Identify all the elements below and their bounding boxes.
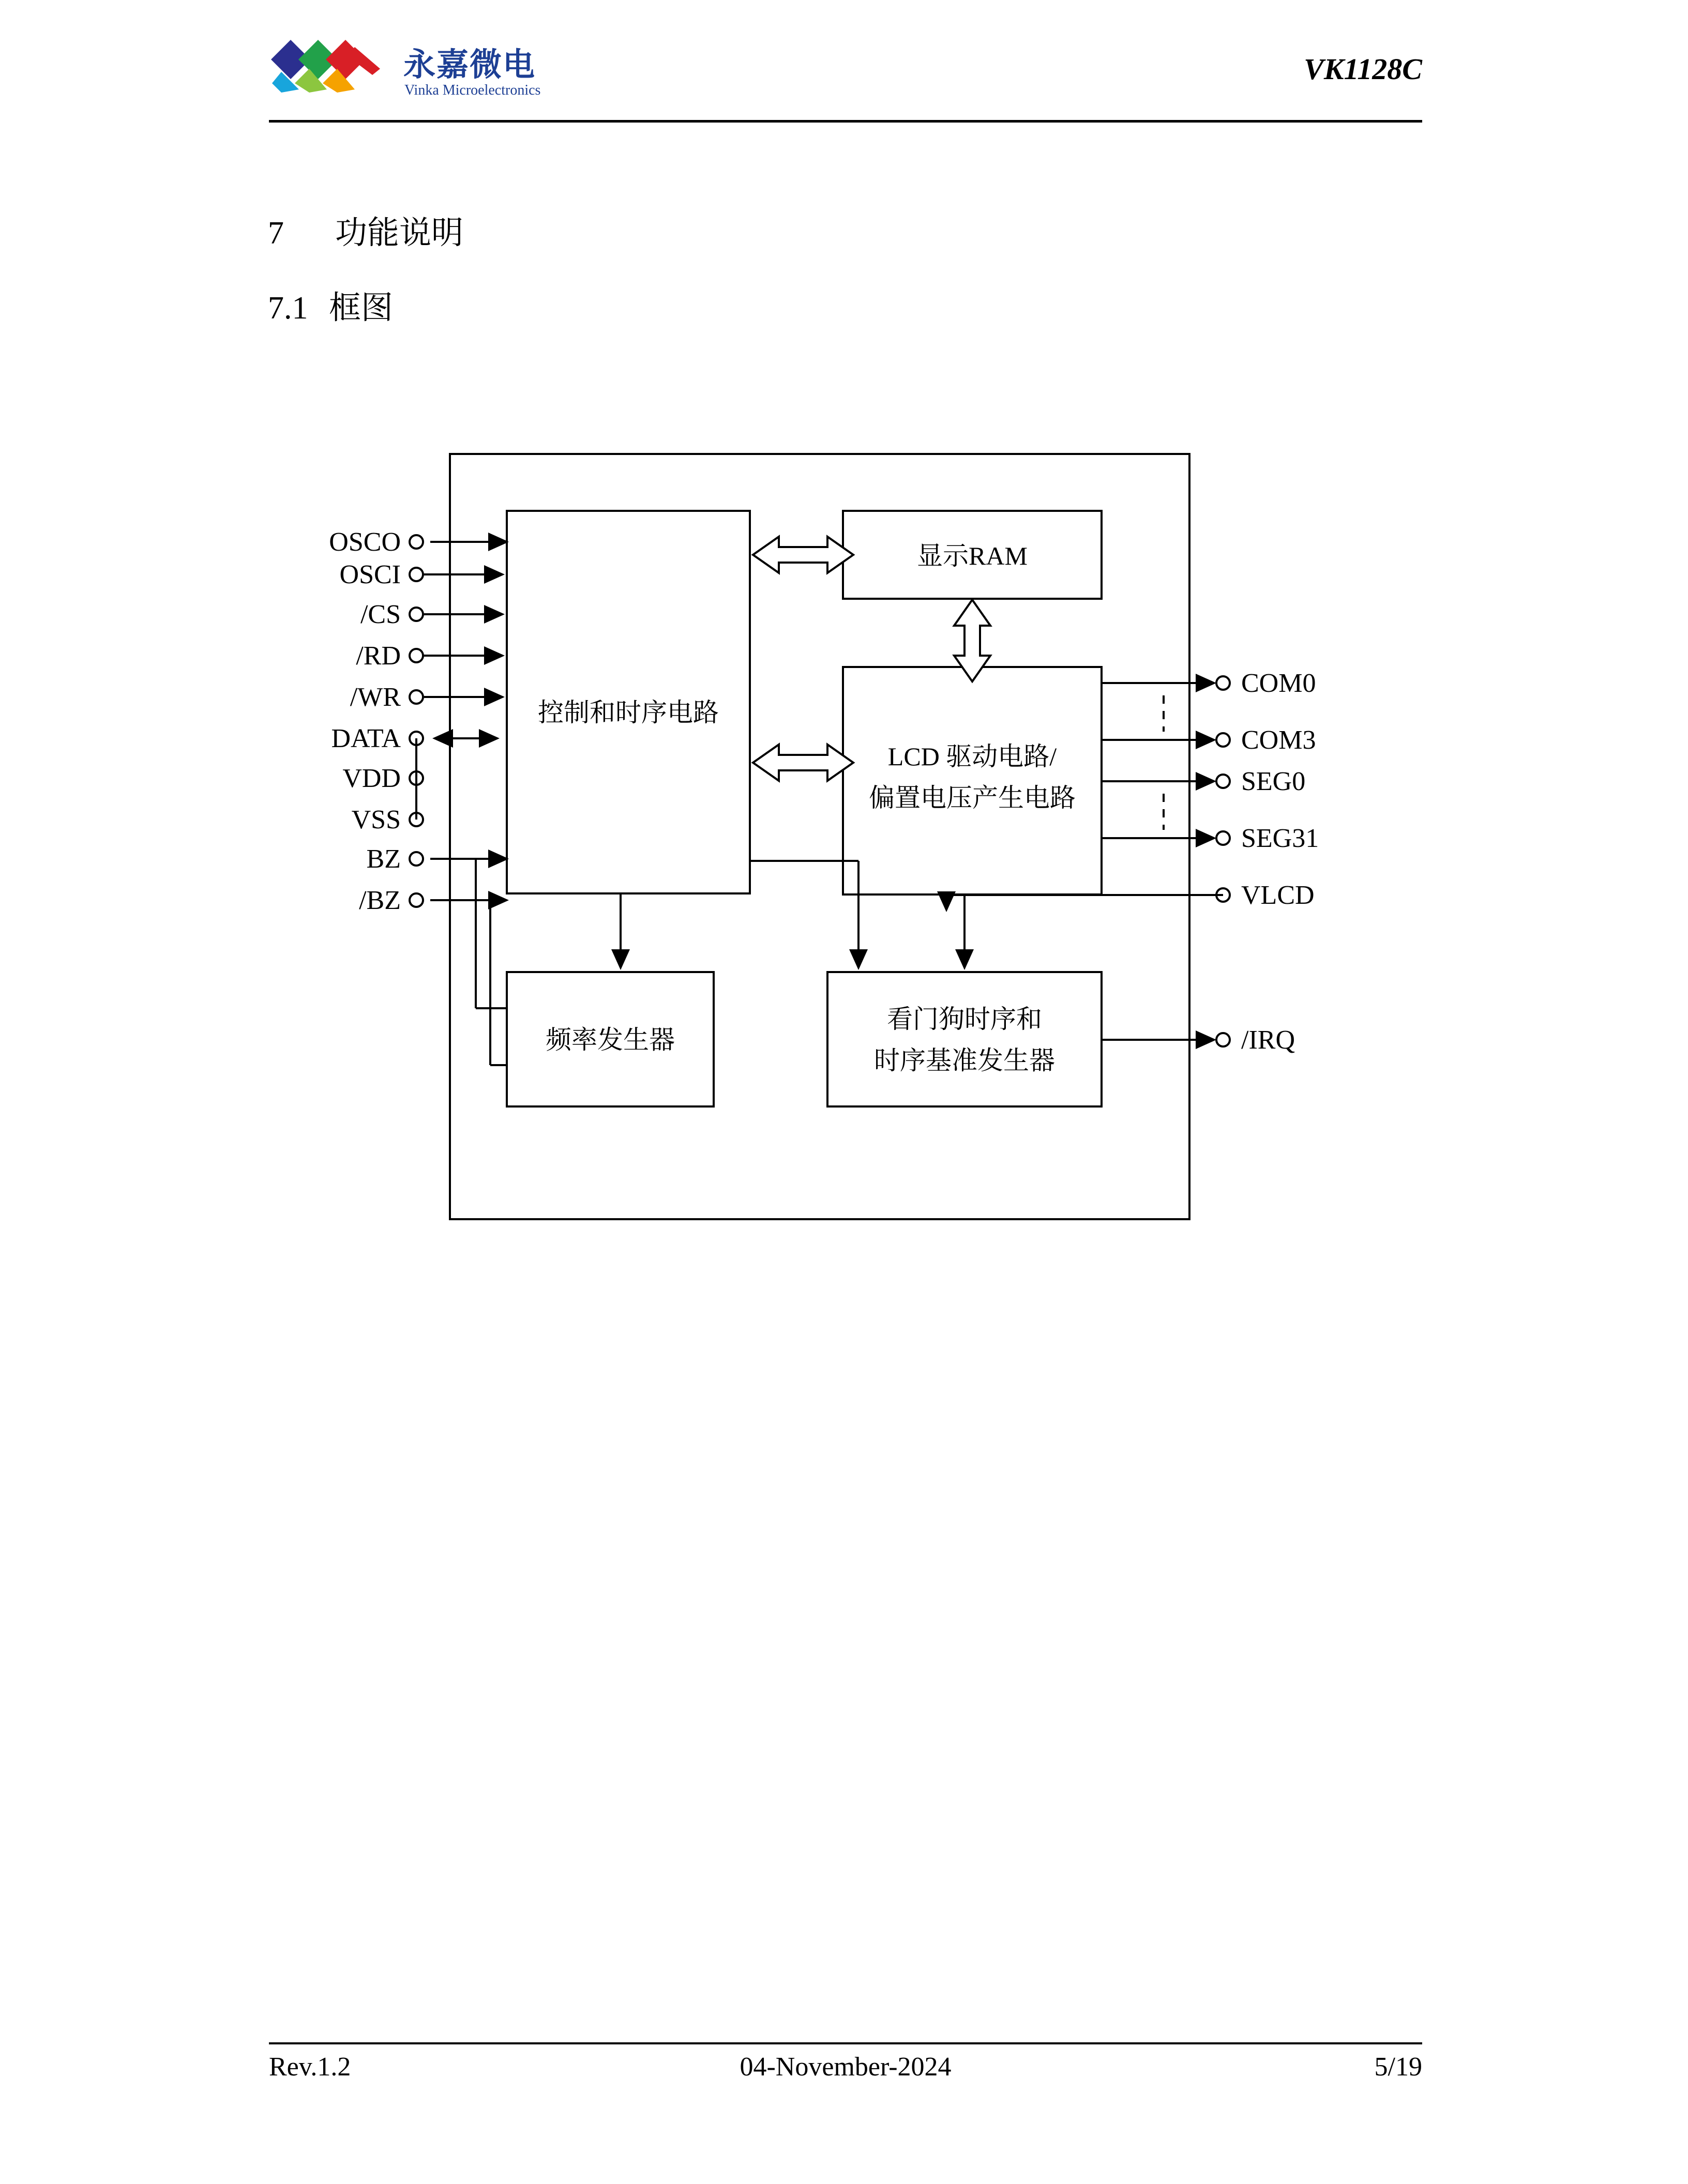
pin-wr bbox=[350, 682, 503, 712]
svg-text:/BZ: /BZ bbox=[359, 886, 401, 915]
footer-revision: Rev.1.2 bbox=[269, 2052, 351, 2082]
pin-cs bbox=[360, 600, 503, 629]
block-label-freq-gen: 频率发生器 bbox=[546, 1025, 675, 1054]
block-label-watchdog-line1: 看门狗时序和 bbox=[887, 1005, 1042, 1034]
svg-text:COM0: COM0 bbox=[1241, 669, 1316, 698]
footer-date: 04-November-2024 bbox=[740, 2052, 952, 2082]
svg-text:OSCI: OSCI bbox=[339, 560, 401, 589]
arrow-control-to-lcd bbox=[753, 745, 853, 781]
pin-vss bbox=[352, 805, 423, 835]
header-divider bbox=[269, 120, 1422, 123]
svg-text:VSS: VSS bbox=[351, 805, 401, 835]
logo-text-chinese: 永嘉微电 bbox=[403, 46, 536, 83]
svg-text:SEG0: SEG0 bbox=[1241, 767, 1306, 796]
pin-seg0 bbox=[1102, 767, 1305, 796]
svg-text:VDD: VDD bbox=[342, 764, 401, 793]
page-header bbox=[269, 28, 1422, 122]
block-diagram bbox=[310, 445, 1396, 1282]
subsection-number: 7.1 bbox=[268, 291, 308, 326]
pin-com3 bbox=[1102, 725, 1316, 755]
svg-text:VLCD: VLCD bbox=[1241, 881, 1315, 910]
pin-osco bbox=[329, 527, 507, 557]
company-logo bbox=[269, 28, 590, 111]
section-heading bbox=[268, 207, 463, 253]
svg-text:OSCO: OSCO bbox=[329, 527, 401, 557]
pin-data bbox=[331, 724, 498, 753]
pin-rd bbox=[356, 641, 503, 671]
subsection-title: 框图 bbox=[329, 291, 394, 326]
pin-bz bbox=[367, 844, 507, 874]
footer-page-number: 5/19 bbox=[1374, 2052, 1422, 2082]
footer-divider bbox=[269, 2042, 1422, 2044]
svg-text:/WR: /WR bbox=[350, 682, 401, 712]
svg-text:/RD: /RD bbox=[356, 641, 401, 671]
section-title: 功能说明 bbox=[335, 216, 464, 251]
block-label-lcd-line1: LCD 驱动电路/ bbox=[887, 742, 1057, 771]
section-number: 7 bbox=[268, 216, 284, 251]
svg-text:BZ: BZ bbox=[366, 844, 401, 874]
logo-diamond-icon bbox=[269, 38, 398, 95]
arrow-control-to-ram bbox=[753, 537, 853, 573]
page-footer bbox=[269, 2052, 1422, 2088]
svg-text:/CS: /CS bbox=[360, 600, 401, 629]
block-label-lcd-line2: 偏置电压产生电路 bbox=[869, 783, 1076, 812]
part-number-title: VK1128C bbox=[1304, 52, 1422, 86]
pin-bz-inverted bbox=[359, 886, 507, 915]
svg-text:COM3: COM3 bbox=[1241, 725, 1316, 755]
pin-osci bbox=[340, 560, 503, 589]
svg-text:DATA: DATA bbox=[331, 724, 401, 753]
pin-irq bbox=[1102, 1025, 1295, 1055]
subsection-heading bbox=[268, 282, 393, 328]
block-label-control: 控制和时序电路 bbox=[538, 698, 719, 727]
pin-seg31 bbox=[1102, 824, 1319, 853]
svg-text:SEG31: SEG31 bbox=[1241, 824, 1319, 853]
block-label-watchdog-line2: 时序基准发生器 bbox=[874, 1046, 1055, 1075]
svg-text:/IRQ: /IRQ bbox=[1241, 1025, 1295, 1055]
block-label-display-ram: 显示RAM bbox=[917, 541, 1028, 570]
logo-text-english: Vinka Microelectronics bbox=[404, 82, 541, 98]
pin-com0 bbox=[1102, 669, 1316, 698]
pin-vdd bbox=[342, 764, 423, 793]
